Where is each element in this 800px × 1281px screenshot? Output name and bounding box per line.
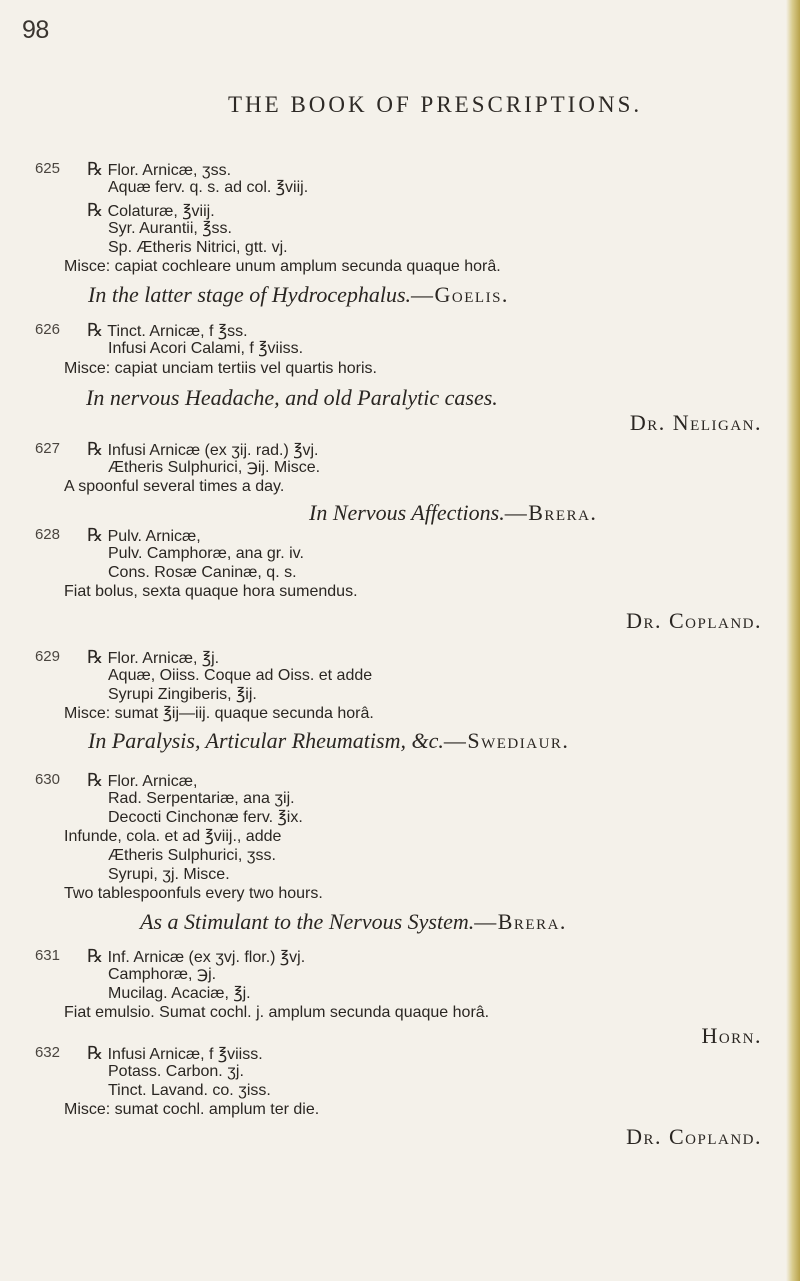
prescription-line: ℞ Tinct. Arnicæ, f ℥ss. xyxy=(87,320,248,340)
prescription-number: 628 xyxy=(34,526,60,543)
recipe-symbol: ℞ xyxy=(87,946,104,966)
author-attribution: Dr. Copland. xyxy=(626,608,762,633)
heading-author: —Brera. xyxy=(504,500,598,525)
page-edge-shadow xyxy=(786,0,800,1281)
prescription-line: ℞ Flor. Arnicæ, xyxy=(87,770,198,790)
heading-author: —Swediaur. xyxy=(443,728,570,753)
author-attribution: Dr. Copland. xyxy=(626,1124,762,1149)
prescription-line: Camphoræ, ℈j. xyxy=(108,966,217,983)
prescription-number: 625 xyxy=(34,160,60,177)
author-attribution: Horn. xyxy=(701,1023,762,1048)
prescription-number: 627 xyxy=(34,440,60,457)
prescription-line: Mucilag. Acaciæ, ℥j. xyxy=(108,985,251,1002)
recipe-symbol: ℞ xyxy=(87,200,104,220)
section-heading: In Paralysis, Articular Rheumatism, &c.—Swediaur. xyxy=(88,728,570,753)
prescription-line: Misce: capiat unciam tertiis vel quartis horis. xyxy=(64,360,377,377)
section-heading: In nervous Headache, and old Paralytic cases. xyxy=(86,385,498,410)
recipe-symbol: ℞ xyxy=(87,525,104,545)
recipe-symbol: ℞ xyxy=(87,320,104,340)
prescription-line: Ætheris Sulphurici, ℈ij. Misce. xyxy=(108,459,321,476)
heading-author: —Goelis. xyxy=(411,282,509,307)
prescription-line: Infusi Acori Calami, f ℥viiss. xyxy=(108,340,304,357)
prescription-line: Ætheris Sulphurici, ʒss. xyxy=(108,847,276,864)
recipe-symbol: ℞ xyxy=(87,439,104,459)
prescription-line: Sp. Ætheris Nitrici, gtt. vj. xyxy=(108,239,288,256)
heading-author: —Brera. xyxy=(474,909,567,934)
recipe-symbol: ℞ xyxy=(87,770,104,790)
recipe-symbol: ℞ xyxy=(87,1043,104,1063)
prescription-line: Decocti Cinchonæ ferv. ℥ix. xyxy=(108,809,303,826)
prescription-line: Aquæ ferv. q. s. ad col. ℥viij. xyxy=(108,179,309,196)
prescription-line: Syrupi, ʒj. Misce. xyxy=(108,866,230,883)
section-heading: In the latter stage of Hydrocephalus.—Goelis. xyxy=(88,282,509,307)
prescription-line: ℞ Colaturæ, ℥viij. xyxy=(87,200,215,220)
prescription-number: 629 xyxy=(34,648,60,665)
prescription-number: 632 xyxy=(34,1044,60,1061)
recipe-symbol: ℞ xyxy=(87,159,104,179)
running-head: THE BOOK OF PRESCRIPTIONS. xyxy=(228,92,643,117)
prescription-line: Misce: capiat cochleare unum amplum secunda quaque horâ. xyxy=(64,258,501,275)
prescription-number: 630 xyxy=(34,771,60,788)
prescription-line: Aquæ, Oiiss. Coque ad Oiss. et adde xyxy=(108,667,373,684)
prescription-line: Potass. Carbon. ʒj. xyxy=(108,1063,244,1080)
prescription-line: ℞ Flor. Arnicæ, ʒss. xyxy=(87,159,232,179)
prescription-line: Rad. Serpentariæ, ana ʒij. xyxy=(108,790,295,807)
prescription-line: Two tablespoonfuls every two hours. xyxy=(64,885,323,902)
prescription-line: Misce: sumat ℥ij—iij. quaque secunda horâ. xyxy=(64,705,374,722)
prescription-line: Infunde, cola. et ad ℥viij., adde xyxy=(64,828,282,845)
prescription-line: ℞ Flor. Arnicæ, ℥j. xyxy=(87,647,220,667)
prescription-line: Syr. Aurantii, ℥ss. xyxy=(108,220,232,237)
prescription-number: 626 xyxy=(34,321,60,338)
recipe-symbol: ℞ xyxy=(87,647,104,667)
prescription-line: Tinct. Lavand. co. ʒiss. xyxy=(108,1082,271,1099)
prescription-line: Fiat bolus, sexta quaque hora sumendus. xyxy=(64,583,358,600)
prescription-line: ℞ Inf. Arnicæ (ex ʒvj. flor.) ℥vj. xyxy=(87,946,306,966)
prescription-line: Misce: sumat cochl. amplum ter die. xyxy=(64,1101,320,1118)
prescription-line: ℞ Infusi Arnicæ, f ℥viiss. xyxy=(87,1043,263,1063)
author-attribution: Dr. Neligan. xyxy=(629,410,762,435)
prescription-line: ℞ Infusi Arnicæ (ex ʒij. rad.) ℥vj. xyxy=(87,439,319,459)
prescription-number: 631 xyxy=(34,947,60,964)
prescription-line: Syrupi Zingiberis, ℥ij. xyxy=(108,686,257,703)
prescription-line: Fiat emulsio. Sumat cochl. j. amplum secunda quaque horâ. xyxy=(64,1004,490,1021)
page-number: 98 xyxy=(22,16,49,44)
prescription-line: Cons. Rosæ Caninæ, q. s. xyxy=(108,564,297,581)
prescription-line: ℞ Pulv. Arnicæ, xyxy=(87,525,201,545)
section-heading: As a Stimulant to the Nervous System.—Brera. xyxy=(140,909,567,934)
prescription-line: A spoonful several times a day. xyxy=(64,478,285,495)
section-heading: In Nervous Affections.—Brera. xyxy=(309,500,598,525)
prescription-line: Pulv. Camphoræ, ana gr. iv. xyxy=(108,545,304,562)
